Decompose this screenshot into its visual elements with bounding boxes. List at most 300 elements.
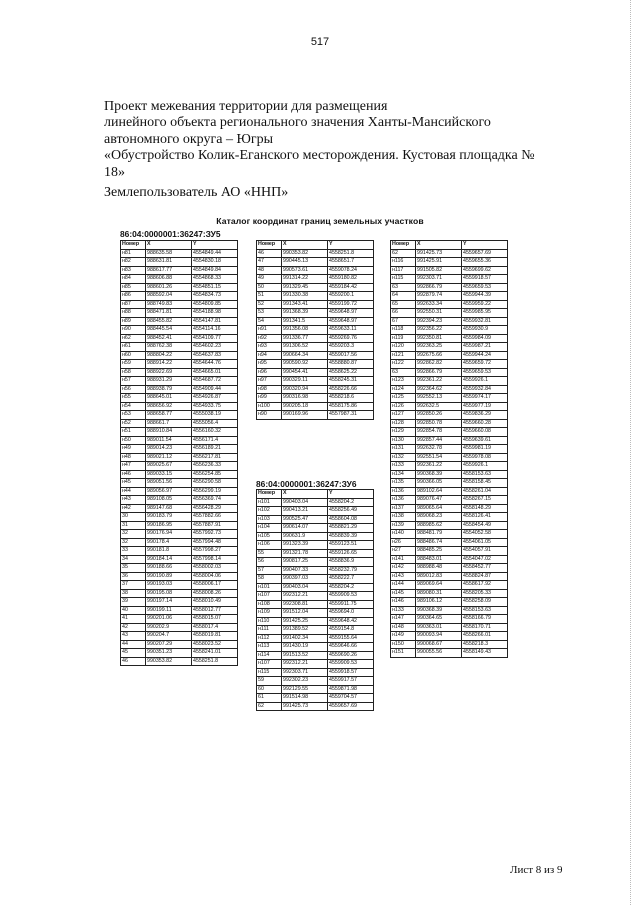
y-coordinate: 4556236.33 [192,462,238,471]
x-coordinate: 988601.26 [146,283,192,292]
column-header: Y [328,241,374,250]
table-row [391,598,508,607]
point-number: н144 [391,581,416,590]
table-row [257,600,374,609]
table-row [391,283,508,292]
heading-line-4: «Обустройство Колик-Еганского месторождения. Кустовая площадка № [104,148,535,164]
y-coordinate: 4556189.21 [192,445,238,454]
page-number: 517 [310,36,330,48]
y-coordinate: 4559648.42 [328,617,374,626]
y-coordinate: 4558023.52 [192,640,238,649]
point-number: н89 [121,317,146,326]
table-row [121,640,238,649]
y-coordinate: 4558836.9 [328,558,374,567]
point-number: н53 [121,411,146,420]
y-coordinate: 4559985.95 [462,309,508,318]
point-number: н149 [391,632,416,641]
table-row [257,343,374,352]
x-coordinate: 990199.11 [146,606,192,615]
table-row [391,275,508,284]
x-coordinate: 992632.5 [416,402,462,411]
point-number: н45 [121,479,146,488]
x-coordinate: 990316.98 [282,394,328,403]
point-number: н83 [121,266,146,275]
y-coordinate: 4558158.45 [462,479,508,488]
x-coordinate: 990403.04 [282,498,328,507]
x-coordinate: 992364.62 [416,385,462,394]
point-number: н92 [257,334,282,343]
y-coordinate: 4554834.73 [192,292,238,301]
y-coordinate: 4558226.66 [328,385,374,394]
y-coordinate: 4559977.19 [462,402,508,411]
x-coordinate: 988910.84 [146,428,192,437]
y-coordinate: 4559836.29 [462,411,508,420]
x-coordinate: 988762.38 [146,343,192,352]
table-row [121,309,238,318]
y-coordinate: 4558824.87 [462,572,508,581]
y-coordinate: 4558205.33 [462,589,508,598]
x-coordinate: 990181.8 [146,547,192,556]
table-row [391,428,508,437]
table-row [257,524,374,533]
x-coordinate: 992633.34 [416,300,462,309]
x-coordinate: 992350.81 [416,334,462,343]
point-number: н129 [391,428,416,437]
table-row [391,351,508,360]
x-coordinate: 990169.96 [282,411,328,420]
x-coordinate: 990368.39 [416,470,462,479]
y-coordinate: 4558651.7 [328,258,374,267]
x-coordinate: 988452.41 [146,334,192,343]
table-row [121,547,238,556]
y-coordinate: 4558452.77 [462,564,508,573]
x-coordinate: 988483.01 [416,555,462,564]
table-row [391,606,508,615]
x-coordinate: 990201.06 [146,615,192,624]
y-coordinate: 4557887.91 [192,521,238,530]
table-row [121,445,238,454]
x-coordinate: 990817.25 [282,558,328,567]
x-coordinate: 989021.12 [146,453,192,462]
table-row [391,377,508,386]
table-row [257,266,374,275]
x-coordinate: 992866.79 [416,283,462,292]
table-row [257,685,374,694]
x-coordinate: 991329.45 [282,283,328,292]
heading-line-1: Проект межевания территории для размещения [104,99,388,114]
y-coordinate: 4554933.75 [192,402,238,411]
x-coordinate: 992303.71 [282,668,328,677]
y-coordinate: 4554909.44 [192,385,238,394]
y-coordinate: 4559871.98 [328,685,374,694]
table-row [391,334,508,343]
x-coordinate: 992394.23 [416,317,462,326]
point-number: 45 [121,649,146,658]
point-number: 32 [121,538,146,547]
point-number: 37 [121,581,146,590]
x-coordinate: 991425.73 [416,249,462,258]
point-number: 60 [257,685,282,694]
y-coordinate: 4556254.85 [192,470,238,479]
point-number: н110 [257,617,282,626]
x-coordinate: 990193.03 [146,581,192,590]
point-number: н136 [391,487,416,496]
point-number: н97 [257,377,282,386]
x-coordinate: 992302.23 [282,677,328,686]
x-coordinate: 988645.01 [146,394,192,403]
table-row [257,368,374,377]
x-coordinate: 990445.13 [282,258,328,267]
y-coordinate: 4556290.58 [192,479,238,488]
table-row [391,343,508,352]
y-coordinate: 4555056.4 [192,419,238,428]
x-coordinate: 990366.05 [416,479,462,488]
x-coordinate: 992857.44 [416,436,462,445]
y-coordinate: 4558266.01 [462,632,508,641]
table-row [391,479,508,488]
point-number: 35 [121,564,146,573]
x-coordinate: 992356.22 [416,326,462,335]
column-header: X [146,241,192,250]
x-coordinate: 990093.94 [416,632,462,641]
y-coordinate: 4559180.82 [328,275,374,284]
table-row [257,677,374,686]
point-number: 63 [391,283,416,292]
point-number: н49 [121,445,146,454]
point-number: н98 [257,385,282,394]
table-row [257,515,374,524]
x-coordinate: 988922.69 [146,368,192,377]
x-coordinate: 989069.64 [416,581,462,590]
x-coordinate: 991321.78 [282,549,328,558]
table-row [121,368,238,377]
x-coordinate: 988804.22 [146,351,192,360]
y-coordinate: 4559184.42 [328,283,374,292]
point-number: н109 [257,609,282,618]
x-coordinate: 988635.58 [146,249,192,258]
x-coordinate: 991323.39 [282,541,328,550]
point-number: н90 [257,411,282,420]
coords-table-2-top [256,240,374,420]
table-row [391,640,508,649]
point-number: н120 [391,343,416,352]
y-coordinate: 4554057.91 [462,547,508,556]
coords-table-3 [390,240,508,658]
point-number: н141 [391,555,416,564]
point-number: 32 [121,530,146,539]
x-coordinate: 991330.38 [282,292,328,301]
y-coordinate: 4559646.66 [328,643,374,652]
y-coordinate: 4558261.04 [462,487,508,496]
table-row [257,507,374,516]
table-row [257,702,374,711]
x-coordinate: 988631.81 [146,258,192,267]
x-coordinate: 992312.21 [282,660,328,669]
x-coordinate: 990397.03 [282,575,328,584]
y-coordinate: 4554188.98 [192,309,238,318]
x-coordinate: 988445.54 [146,326,192,335]
sheet-label: Лист 8 из 9 [510,864,563,876]
point-number: 47 [257,258,282,267]
y-coordinate: 4554061.05 [462,538,508,547]
y-coordinate: 4558625.22 [328,368,374,377]
column-header: X [282,490,328,499]
table-row [121,360,238,369]
y-coordinate: 4558880.87 [328,360,374,369]
point-number: 40 [121,606,146,615]
table-row [257,326,374,335]
x-coordinate: 992632.78 [416,445,462,454]
point-number: 58 [257,575,282,584]
y-coordinate: 4558245.31 [328,377,374,386]
y-coordinate: 4558126.41 [462,513,508,522]
point-number: н119 [391,334,416,343]
heading-line-5: 18» [104,164,125,180]
table-row [121,598,238,607]
y-coordinate: 4559694.0 [328,609,374,618]
x-coordinate: 989056.97 [146,487,192,496]
x-coordinate: 992308.81 [282,600,328,609]
y-coordinate: 4558256.49 [328,507,374,516]
table-row [121,564,238,573]
y-coordinate: 4558839.39 [328,532,374,541]
table-row [121,615,238,624]
point-number: 41 [121,615,146,624]
heading-line-3: автономного округа – Югры [104,131,273,147]
point-number: 42 [121,623,146,632]
point-number: н60 [121,351,146,360]
table-row [257,411,374,420]
y-coordinate: 4559926.1 [462,462,508,471]
y-coordinate: 4554114.16 [192,326,238,335]
x-coordinate: 991513.52 [282,651,328,660]
table-row [121,496,238,505]
x-coordinate: 989012.83 [416,572,462,581]
y-coordinate: 4558204.2 [328,583,374,592]
y-coordinate: 4554851.15 [192,283,238,292]
point-number: н115 [391,275,416,284]
table-row [257,377,374,386]
table-row [121,479,238,488]
point-number: н122 [391,360,416,369]
x-coordinate: 990320.94 [282,385,328,394]
x-coordinate: 992312.21 [282,592,328,601]
x-coordinate: 988661.7 [146,419,192,428]
table-row [121,292,238,301]
x-coordinate: 992866.79 [416,368,462,377]
y-coordinate: 4559659.53 [462,283,508,292]
table-row [257,258,374,267]
column-header: Y [192,241,238,250]
x-coordinate: 989011.54 [146,436,192,445]
x-coordinate: 989065.64 [416,504,462,513]
table-row [257,694,374,703]
point-number: н99 [257,394,282,403]
point-number: 54 [257,317,282,326]
point-number: 56 [257,558,282,567]
x-coordinate: 992363.25 [416,343,462,352]
x-coordinate: 992850.78 [416,419,462,428]
y-coordinate: 4558218.6 [328,394,374,403]
point-number: н142 [391,564,416,573]
y-coordinate: 4558004.06 [192,572,238,581]
y-coordinate: 4558166.79 [462,615,508,624]
y-coordinate: 4559078.24 [328,266,374,275]
y-coordinate: 4559203.3 [328,343,374,352]
y-coordinate: 4558175.86 [328,402,374,411]
table-row [121,283,238,292]
table-header-row [121,241,238,250]
table-row [121,249,238,258]
y-coordinate: 4558170.71 [462,623,508,632]
table-row [391,249,508,258]
x-coordinate: 990329.11 [282,377,328,386]
table-row [391,453,508,462]
point-number: н135 [391,479,416,488]
x-coordinate: 988931.29 [146,377,192,386]
y-coordinate: 4559987.21 [462,343,508,352]
point-number: н124 [391,385,416,394]
table-row [121,487,238,496]
table-row [257,668,374,677]
point-number: н117 [391,266,416,275]
x-coordinate: 990364.65 [416,615,462,624]
y-coordinate: 4559974.17 [462,394,508,403]
table-header-row [257,241,374,250]
table-row [391,445,508,454]
point-number: н86 [121,292,146,301]
point-number: 67 [391,317,416,326]
table-row [121,513,238,522]
table-row [391,547,508,556]
point-number: н43 [121,496,146,505]
x-coordinate: 989068.23 [416,513,462,522]
x-coordinate: 989106.12 [416,598,462,607]
column-header: Номер [257,241,282,250]
x-coordinate: 992129.55 [282,685,328,694]
x-coordinate: 988914.22 [146,360,192,369]
point-number: н48 [121,453,146,462]
table-row [121,326,238,335]
point-number: н100 [257,402,282,411]
x-coordinate: 988938.79 [146,385,192,394]
x-coordinate: 992854.78 [416,428,462,437]
y-coordinate: 4559930.9 [462,326,508,335]
x-coordinate: 990068.67 [416,640,462,649]
point-number: 34 [121,555,146,564]
table-row [121,504,238,513]
table-row [257,402,374,411]
y-coordinate: 4554052.58 [462,530,508,539]
point-number: н54 [121,402,146,411]
table-row [121,453,238,462]
x-coordinate: 990573.61 [282,266,328,275]
point-number: н145 [391,589,416,598]
x-coordinate: 991389.52 [282,626,328,635]
point-number: н85 [121,283,146,292]
table-row [121,394,238,403]
table-row [121,462,238,471]
table-row [121,377,238,386]
x-coordinate: 990207.29 [146,640,192,649]
point-number: н58 [121,368,146,377]
table-row [257,498,374,507]
point-number: 64 [391,292,416,301]
y-coordinate: 4558617.92 [462,581,508,590]
x-coordinate: 990190.89 [146,572,192,581]
x-coordinate: 992862.82 [416,360,462,369]
y-coordinate: 4559633.11 [328,326,374,335]
coords-table-1 [120,240,238,666]
point-number: н118 [391,326,416,335]
x-coordinate: 990202.9 [146,623,192,632]
point-number: 66 [391,309,416,318]
y-coordinate: 4559660.28 [462,419,508,428]
point-number: 52 [257,300,282,309]
table-row [121,428,238,437]
y-coordinate: 4558604.08 [328,515,374,524]
x-coordinate: 989014.23 [146,445,192,454]
point-number: н133 [391,606,416,615]
point-number: 48 [257,266,282,275]
table-row [121,538,238,547]
point-number: н130 [391,436,416,445]
y-coordinate: 4557998.14 [192,555,238,564]
y-coordinate: 4558232.79 [328,566,374,575]
point-number: н137 [391,504,416,513]
x-coordinate: 991341.5 [282,317,328,326]
y-coordinate: 4558204.2 [328,498,374,507]
x-coordinate: 990403.04 [282,583,328,592]
x-coordinate: 990590.92 [282,360,328,369]
x-coordinate: 992550.31 [416,309,462,318]
y-coordinate: 4558821.29 [328,524,374,533]
x-coordinate: 990204.7 [146,632,192,641]
point-number: 46 [257,249,282,258]
point-number: н104 [257,524,282,533]
table-row [391,649,508,658]
point-number: н111 [257,626,282,635]
point-number: н101 [257,498,282,507]
table-row [391,317,508,326]
table-row [257,549,374,558]
y-coordinate: 4559269.76 [328,334,374,343]
table-row [257,394,374,403]
table-row [391,368,508,377]
point-number: н126 [391,402,416,411]
point-number: 65 [391,300,416,309]
point-number: н50 [121,436,146,445]
table-row [121,572,238,581]
column-header: Номер [257,490,282,499]
x-coordinate: 991314.22 [282,275,328,284]
table-row [391,632,508,641]
table-row [257,292,374,301]
x-coordinate: 990188.66 [146,564,192,573]
x-coordinate: 989051.56 [146,479,192,488]
y-coordinate: 4558002.03 [192,564,238,573]
point-number: н90 [121,326,146,335]
table-row [391,487,508,496]
point-number: н146 [391,598,416,607]
point-number: н128 [391,419,416,428]
x-coordinate: 992361.22 [416,377,462,386]
x-coordinate: 990631.9 [282,532,328,541]
point-number: 55 [257,549,282,558]
y-coordinate: 4554665.01 [192,368,238,377]
x-coordinate: 990351.23 [146,649,192,658]
x-coordinate: 991505.82 [416,266,462,275]
